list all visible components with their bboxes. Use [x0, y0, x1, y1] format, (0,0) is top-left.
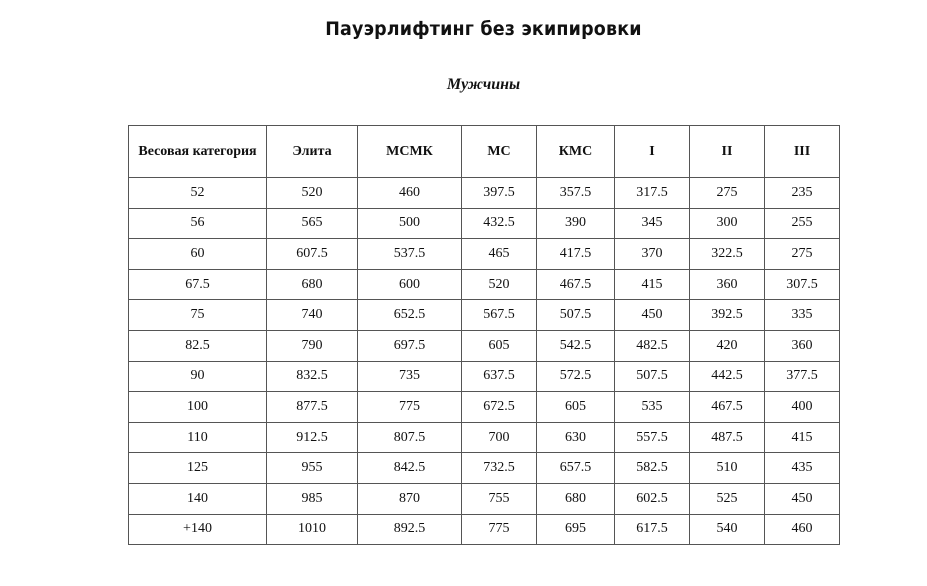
standard-value-cell: 357.5: [537, 178, 615, 209]
standard-value-cell: 572.5: [537, 361, 615, 392]
standard-value-cell: 507.5: [537, 300, 615, 331]
table-row: [129, 392, 840, 423]
standard-value-cell: 465: [462, 239, 537, 270]
standard-value-cell: 842.5: [358, 453, 462, 484]
header-kms: КМС: [537, 126, 615, 178]
standard-value-cell: 680: [537, 483, 615, 514]
table-row: [129, 178, 840, 209]
standard-value-cell: 317.5: [615, 178, 690, 209]
standard-value-cell: 700: [462, 422, 537, 453]
weight-category-cell: 82.5: [129, 330, 267, 361]
standard-value-cell: 775: [358, 392, 462, 423]
standard-value-cell: 487.5: [690, 422, 765, 453]
header-class-1: I: [615, 126, 690, 178]
table-row: [129, 300, 840, 331]
header-class-2: II: [690, 126, 765, 178]
standard-value-cell: 542.5: [537, 330, 615, 361]
weight-category-cell: 67.5: [129, 269, 267, 300]
standard-value-cell: 510: [690, 453, 765, 484]
standard-value-cell: 417.5: [537, 239, 615, 270]
standard-value-cell: 360: [765, 330, 840, 361]
standard-value-cell: 500: [358, 208, 462, 239]
standard-value-cell: 697.5: [358, 330, 462, 361]
weight-category-cell: 56: [129, 208, 267, 239]
standard-value-cell: 790: [267, 330, 358, 361]
weight-category-cell: 52: [129, 178, 267, 209]
standard-value-cell: 740: [267, 300, 358, 331]
standard-value-cell: 235: [765, 178, 840, 209]
standard-value-cell: 775: [462, 514, 537, 545]
table-body: [129, 178, 840, 545]
table-header-row: [129, 126, 840, 178]
standard-value-cell: 912.5: [267, 422, 358, 453]
standard-value-cell: 460: [765, 514, 840, 545]
table-row: [129, 422, 840, 453]
standard-value-cell: 520: [462, 269, 537, 300]
header-elite: Элита: [267, 126, 358, 178]
standard-value-cell: 540: [690, 514, 765, 545]
standard-value-cell: 450: [615, 300, 690, 331]
page-title: Пауэрлифтинг без экипировки: [325, 18, 642, 40]
weight-category-cell: 75: [129, 300, 267, 331]
standard-value-cell: 602.5: [615, 483, 690, 514]
table-row: [129, 514, 840, 545]
standard-value-cell: 460: [358, 178, 462, 209]
table-row: [129, 453, 840, 484]
weight-category-cell: 60: [129, 239, 267, 270]
standard-value-cell: 255: [765, 208, 840, 239]
standard-value-cell: 637.5: [462, 361, 537, 392]
standard-value-cell: 435: [765, 453, 840, 484]
header-class-3: III: [765, 126, 840, 178]
standard-value-cell: 525: [690, 483, 765, 514]
standard-value-cell: 415: [765, 422, 840, 453]
standard-value-cell: 695: [537, 514, 615, 545]
standard-value-cell: 557.5: [615, 422, 690, 453]
standard-value-cell: 392.5: [690, 300, 765, 331]
weight-category-cell: 125: [129, 453, 267, 484]
standard-value-cell: 535: [615, 392, 690, 423]
standard-value-cell: 345: [615, 208, 690, 239]
weight-category-cell: 100: [129, 392, 267, 423]
header-weight-category: Весовая категория: [129, 126, 267, 178]
standard-value-cell: 672.5: [462, 392, 537, 423]
standard-value-cell: 985: [267, 483, 358, 514]
standard-value-cell: 605: [537, 392, 615, 423]
standard-value-cell: 420: [690, 330, 765, 361]
standard-value-cell: 877.5: [267, 392, 358, 423]
standard-value-cell: 582.5: [615, 453, 690, 484]
standard-value-cell: 537.5: [358, 239, 462, 270]
standard-value-cell: 735: [358, 361, 462, 392]
standard-value-cell: 807.5: [358, 422, 462, 453]
section-title: Мужчины: [446, 76, 521, 93]
header-ms: МС: [462, 126, 537, 178]
standard-value-cell: 390: [537, 208, 615, 239]
standard-value-cell: 377.5: [765, 361, 840, 392]
weight-category-cell: 140: [129, 483, 267, 514]
standards-table: [128, 125, 840, 545]
table-row: [129, 269, 840, 300]
standard-value-cell: 335: [765, 300, 840, 331]
header-msmk: МСМК: [358, 126, 462, 178]
standard-value-cell: 397.5: [462, 178, 537, 209]
standard-value-cell: 300: [690, 208, 765, 239]
standard-value-cell: 307.5: [765, 269, 840, 300]
weight-category-cell: 110: [129, 422, 267, 453]
standard-value-cell: 415: [615, 269, 690, 300]
standard-value-cell: 567.5: [462, 300, 537, 331]
standard-value-cell: 617.5: [615, 514, 690, 545]
standard-value-cell: 507.5: [615, 361, 690, 392]
table-row: [129, 361, 840, 392]
standard-value-cell: 630: [537, 422, 615, 453]
weight-category-cell: 90: [129, 361, 267, 392]
standard-value-cell: 680: [267, 269, 358, 300]
standard-value-cell: 732.5: [462, 453, 537, 484]
standard-value-cell: 467.5: [537, 269, 615, 300]
standard-value-cell: 432.5: [462, 208, 537, 239]
standard-value-cell: 520: [267, 178, 358, 209]
standard-value-cell: 652.5: [358, 300, 462, 331]
standard-value-cell: 605: [462, 330, 537, 361]
standard-value-cell: 322.5: [690, 239, 765, 270]
standard-value-cell: 607.5: [267, 239, 358, 270]
weight-category-cell: +140: [129, 514, 267, 545]
standard-value-cell: 275: [765, 239, 840, 270]
standard-value-cell: 467.5: [690, 392, 765, 423]
standard-value-cell: 755: [462, 483, 537, 514]
standard-value-cell: 892.5: [358, 514, 462, 545]
table-row: [129, 239, 840, 270]
table-row: [129, 483, 840, 514]
table-row: [129, 330, 840, 361]
standard-value-cell: 450: [765, 483, 840, 514]
standard-value-cell: 360: [690, 269, 765, 300]
standard-value-cell: 370: [615, 239, 690, 270]
standard-value-cell: 870: [358, 483, 462, 514]
table-row: [129, 208, 840, 239]
standard-value-cell: 600: [358, 269, 462, 300]
standard-value-cell: 657.5: [537, 453, 615, 484]
standard-value-cell: 275: [690, 178, 765, 209]
standard-value-cell: 442.5: [690, 361, 765, 392]
standard-value-cell: 832.5: [267, 361, 358, 392]
standard-value-cell: 955: [267, 453, 358, 484]
standard-value-cell: 482.5: [615, 330, 690, 361]
standard-value-cell: 565: [267, 208, 358, 239]
standard-value-cell: 1010: [267, 514, 358, 545]
standard-value-cell: 400: [765, 392, 840, 423]
